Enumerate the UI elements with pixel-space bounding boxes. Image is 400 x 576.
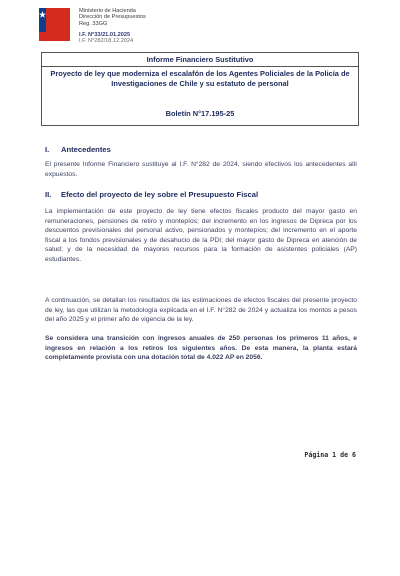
section-heading-efecto-presupuesto <box>45 190 258 199</box>
previous-report-number: I.F. N°282/18.12.2024 <box>79 38 134 45</box>
boletin-number: Boletín N°17.195-25 <box>165 109 235 118</box>
paragraph: La implementación de este proyecto de ley tiene efectos fiscales producto del mayor gasto en remuneraciones, pensiones de retiro y montepíos; del incremento en los ingresos de Dipreca por los descuentos previsionales del personal activo, pensionados y montepíos; del incremento en el aporte fiscal a los fondos previsionales y de desahucio de la PDI; del mayor gasto de Dipreca en atención de salud; y de la necesidad de mayores recursos para la formación de asistentes policiales (AP) estudiantes. <box>45 208 357 263</box>
section-number: I. <box>45 145 50 154</box>
government-logo <box>39 8 70 41</box>
section-number: II. <box>45 190 52 199</box>
ministry-name: Ministerio de Hacienda <box>79 8 136 14</box>
paragraph: Se considera una transición con ingresos anuales de 250 personas los primeros 11 años, e ingresos en relación a los retiros los siguientes años. De esta manera, la planta estará completamente provista con una dotación total de 4.022 AP en 2056. <box>45 335 357 362</box>
section-title: Efecto del proyecto de ley sobre el Presupuesto Fiscal <box>61 190 259 199</box>
page-number: Página 1 de 6 <box>304 451 356 459</box>
paragraph: A continuación, se detallan los resultados de las estimaciones de efectos fiscales del presente proyecto de ley, las que utilizan la metodología explicada en el I.F. N°282 de 2024 y actualiza los montos a pesos del año 2025 y el primer año de vigencia de la ley. <box>45 297 357 324</box>
section-title: Antecedentes <box>61 145 111 154</box>
report-number: I.F. N°33/21.01.2025 <box>79 31 131 38</box>
project-title: Proyecto de ley que moderniza el escalafón de los Agentes Policiales de la Policía de Investigaciones de Chile y su estatuto de personal <box>50 69 350 89</box>
direction-name: Dirección de Presupuestos <box>79 14 146 21</box>
report-title: Informe Financiero Sustitutivo <box>42 54 358 67</box>
section-heading-antecedentes <box>45 145 111 154</box>
title-box <box>41 52 359 126</box>
paragraph: El presente Informe Financiero sustituye al I.F. N°282 de 2024, siendo efectivos los antecedentes allí expuestos. <box>45 161 357 178</box>
registry-code: Reg. 33GG <box>79 20 108 27</box>
document-header <box>79 8 146 44</box>
